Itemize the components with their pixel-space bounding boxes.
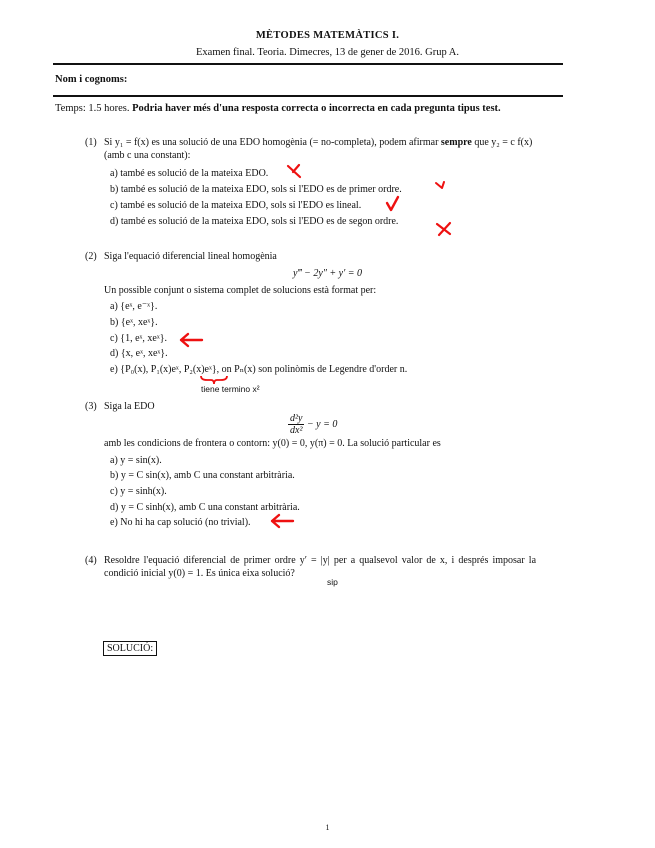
q3-number: (3)	[85, 401, 97, 412]
exam-subtitle: Examen final. Teoria. Dimecres, 13 de gener de 2016. Grup A.	[196, 47, 459, 58]
time-note: Podria haver més d'una resposta correcta o incorrecta en cada pregunta tipus test.	[132, 103, 501, 114]
option-text: {eˣ, e⁻ˣ}.	[120, 301, 158, 312]
exam-title: MÈTODES MATEMÀTICS I.	[255, 30, 400, 41]
q4-text-line2: condició inicial y(0) = 1. Es única eixa solució?	[104, 568, 295, 579]
q3-option-b	[110, 470, 295, 481]
q4-annotation: sip	[327, 577, 338, 587]
option-letter: d)	[110, 216, 119, 227]
q1-text-before: Si y₁ = f(x) es una solució de una EDO homogènia (= no-completa), podem afirmar	[104, 137, 439, 148]
q2-option-d	[110, 348, 168, 359]
q4-text-line1: Resoldre l'equació diferencial de primer ordre y′ = |y| per a qualsevol valor de x, i després imposar la	[104, 555, 537, 566]
option-letter: b)	[110, 317, 119, 328]
option-letter: b)	[110, 184, 119, 195]
option-text: y = C sinh(x), amb C una constant arbitrària.	[120, 502, 300, 513]
time-prefix: Temps: 1.5 hores.	[55, 103, 130, 114]
q3-equation	[288, 413, 337, 436]
option-text-tail: , on Pₙ(x) son polinòmis de Legendre d'order n.	[216, 364, 408, 375]
option-text: {eˣ, xeˣ}.	[120, 317, 158, 328]
q1-option-b	[110, 184, 402, 195]
option-text: {x, eˣ, xeˣ}.	[120, 348, 168, 359]
q1-option-a	[110, 168, 268, 179]
option-text: també es solució de la mateixa EDO.	[120, 168, 269, 179]
time-instructions	[55, 103, 501, 114]
q2-option-a	[110, 301, 157, 312]
solution-label: SOLUCIÓ:	[103, 641, 157, 656]
page-number: 1	[325, 823, 330, 832]
option-letter: d)	[110, 502, 119, 513]
option-text-main: {P₀(x), P₁(x)eˣ, P₂(x)eˣ}	[120, 364, 217, 375]
q3-equation-den: dx²	[290, 425, 303, 436]
option-letter: e)	[110, 517, 118, 528]
option-text: No hi ha cap solució (no trivial).	[120, 517, 251, 528]
q2-number: (2)	[85, 251, 97, 262]
header-rule	[53, 63, 563, 65]
q3-equation-rest: − y = 0	[306, 418, 338, 430]
option-text: y = sinh(x).	[120, 486, 167, 497]
q1-text-line2: (amb c una constant):	[104, 150, 191, 161]
q3-equation-fraction	[288, 413, 304, 436]
option-letter: c)	[110, 200, 118, 211]
q2-option-e	[110, 364, 407, 375]
q2-option-c	[110, 333, 167, 344]
option-letter: a)	[110, 168, 118, 179]
option-letter: d)	[110, 348, 119, 359]
option-letter: c)	[110, 333, 118, 344]
option-letter: a)	[110, 301, 118, 312]
q3-option-e	[110, 517, 251, 528]
option-text: també es solució de la mateixa EDO, sols si l'EDO es lineal.	[120, 200, 362, 211]
q2-text: Siga l'equació diferencial lineal homogènia	[104, 251, 277, 262]
name-label: Nom i cognoms:	[55, 74, 128, 85]
option-text: {1, eˣ, xeˣ}.	[120, 333, 168, 344]
q4-number: (4)	[85, 555, 97, 566]
q3-equation-num: d²y	[290, 413, 303, 424]
q1-option-d	[110, 216, 398, 227]
option-letter: b)	[110, 470, 119, 481]
q1-text	[104, 137, 532, 148]
q3-text: Siga la EDO	[104, 401, 155, 412]
option-letter: c)	[110, 486, 118, 497]
q1-text-after: que y₂ = c f(x)	[474, 137, 533, 148]
q3-option-a	[110, 455, 162, 466]
q3-option-d	[110, 502, 300, 513]
option-text: y = C sin(x), amb C una constant arbitrària.	[120, 470, 295, 481]
pen-cross-icon	[434, 221, 454, 237]
q3-prompt: amb les condicions de frontera o contorn: y(0) = 0, y(π) = 0. La solució particular es	[104, 438, 441, 449]
q2-option-b	[110, 317, 158, 328]
q3-option-c	[110, 486, 167, 497]
option-letter: e)	[110, 364, 118, 375]
option-letter: a)	[110, 455, 118, 466]
name-rule	[53, 95, 563, 97]
q2-annotation: tiene termino x²	[201, 384, 260, 394]
q1-option-c	[110, 200, 361, 211]
pen-cross-mark-icon	[286, 163, 304, 181]
pen-arrow-icon	[269, 513, 295, 529]
pen-arrow-icon	[178, 332, 204, 348]
option-text: y = sin(x).	[120, 455, 162, 466]
pen-tick-small-icon	[434, 180, 448, 192]
option-text: també es solució de la mateixa EDO, sols si l'EDO es de primer ordre.	[120, 184, 402, 195]
q1-text-bold: sempre	[440, 137, 472, 148]
q2-equation: y‴ − 2y″ + y′ = 0	[292, 268, 363, 279]
option-text: també es solució de la mateixa EDO, sols si l'EDO es de segon ordre.	[120, 216, 399, 227]
q2-prompt: Un possible conjunt o sistema complet de solucions està format per:	[104, 285, 377, 296]
q1-number: (1)	[85, 137, 97, 148]
pen-checkmark-icon	[385, 195, 401, 215]
